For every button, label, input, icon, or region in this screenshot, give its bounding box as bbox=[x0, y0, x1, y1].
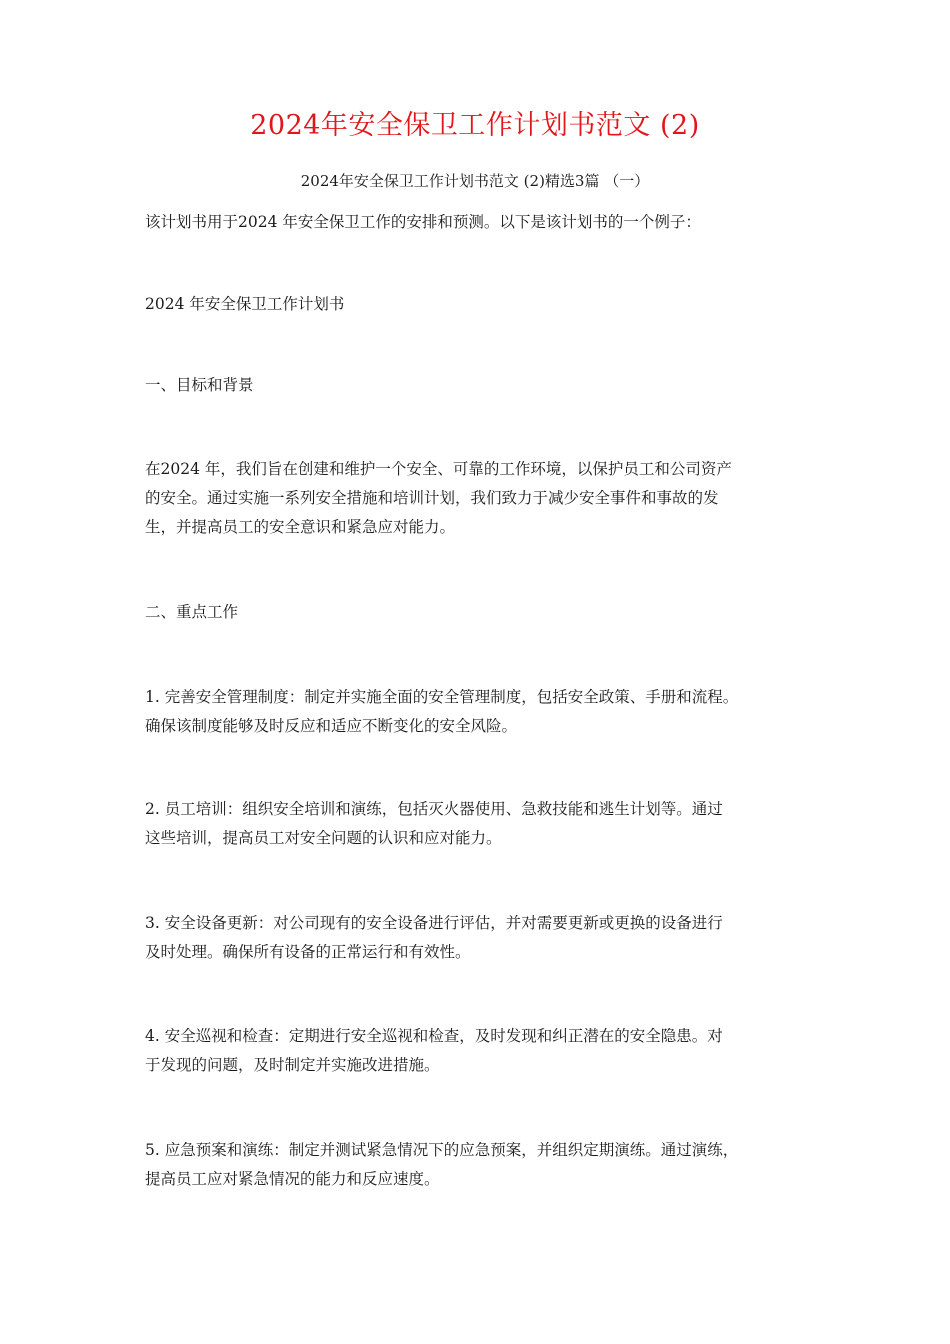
intro-paragraph: 该计划书用于2024 年安全保卫工作的安排和预测。以下是该计划书的一个例子： bbox=[145, 213, 701, 231]
plan-title: 2024 年安全保卫工作计划书 bbox=[145, 295, 345, 313]
goals-paragraph bbox=[145, 455, 825, 542]
list-item bbox=[145, 1022, 825, 1080]
list-item-line: 及时处理。确保所有设备的正常运行和有效性。 bbox=[145, 943, 471, 961]
list-item-line: 于发现的问题，及时制定并实施改进措施。 bbox=[145, 1056, 440, 1074]
list-item bbox=[145, 1136, 825, 1194]
paragraph-line: 的安全。通过实施一系列安全措施和培训计划，我们致力于减少安全事件和事故的发 bbox=[145, 489, 719, 507]
section-heading-goals: 一、目标和背景 bbox=[145, 376, 254, 394]
list-item-line: 1. 完善安全管理制度：制定并实施全面的安全管理制度，包括安全政策、手册和流程。 bbox=[145, 688, 739, 706]
document-title: 2024年安全保卫工作计划书范文 (2) bbox=[250, 110, 700, 141]
list-item bbox=[145, 909, 825, 967]
list-item-line: 这些培训，提高员工对安全问题的认识和应对能力。 bbox=[145, 829, 502, 847]
list-item-line: 3. 安全设备更新：对公司现有的安全设备进行评估，并对需要更新或更换的设备进行 bbox=[145, 914, 723, 932]
list-item-line: 提高员工应对紧急情况的能力和反应速度。 bbox=[145, 1170, 440, 1188]
document-subtitle: 2024年安全保卫工作计划书范文 (2)精选3篇 （一） bbox=[300, 172, 650, 190]
list-item-line: 2. 员工培训：组织安全培训和演练，包括灭火器使用、急救技能和逃生计划等。通过 bbox=[145, 800, 723, 818]
list-item-line: 4. 安全巡视和检查：定期进行安全巡视和检查，及时发现和纠正潜在的安全隐患。对 bbox=[145, 1027, 723, 1045]
list-item bbox=[145, 795, 825, 853]
paragraph-line: 生，并提高员工的安全意识和紧急应对能力。 bbox=[145, 518, 456, 536]
list-item-line: 确保该制度能够及时反应和适应不断变化的安全风险。 bbox=[145, 717, 518, 735]
paragraph-line: 在2024 年，我们旨在创建和维护一个安全、可靠的工作环境，以保护员工和公司资产 bbox=[145, 460, 732, 478]
list-item-line: 5. 应急预案和演练：制定并测试紧急情况下的应急预案，并组织定期演练。通过演练， bbox=[145, 1141, 739, 1159]
section-heading-key-work: 二、重点工作 bbox=[145, 603, 239, 621]
list-item bbox=[145, 683, 825, 741]
